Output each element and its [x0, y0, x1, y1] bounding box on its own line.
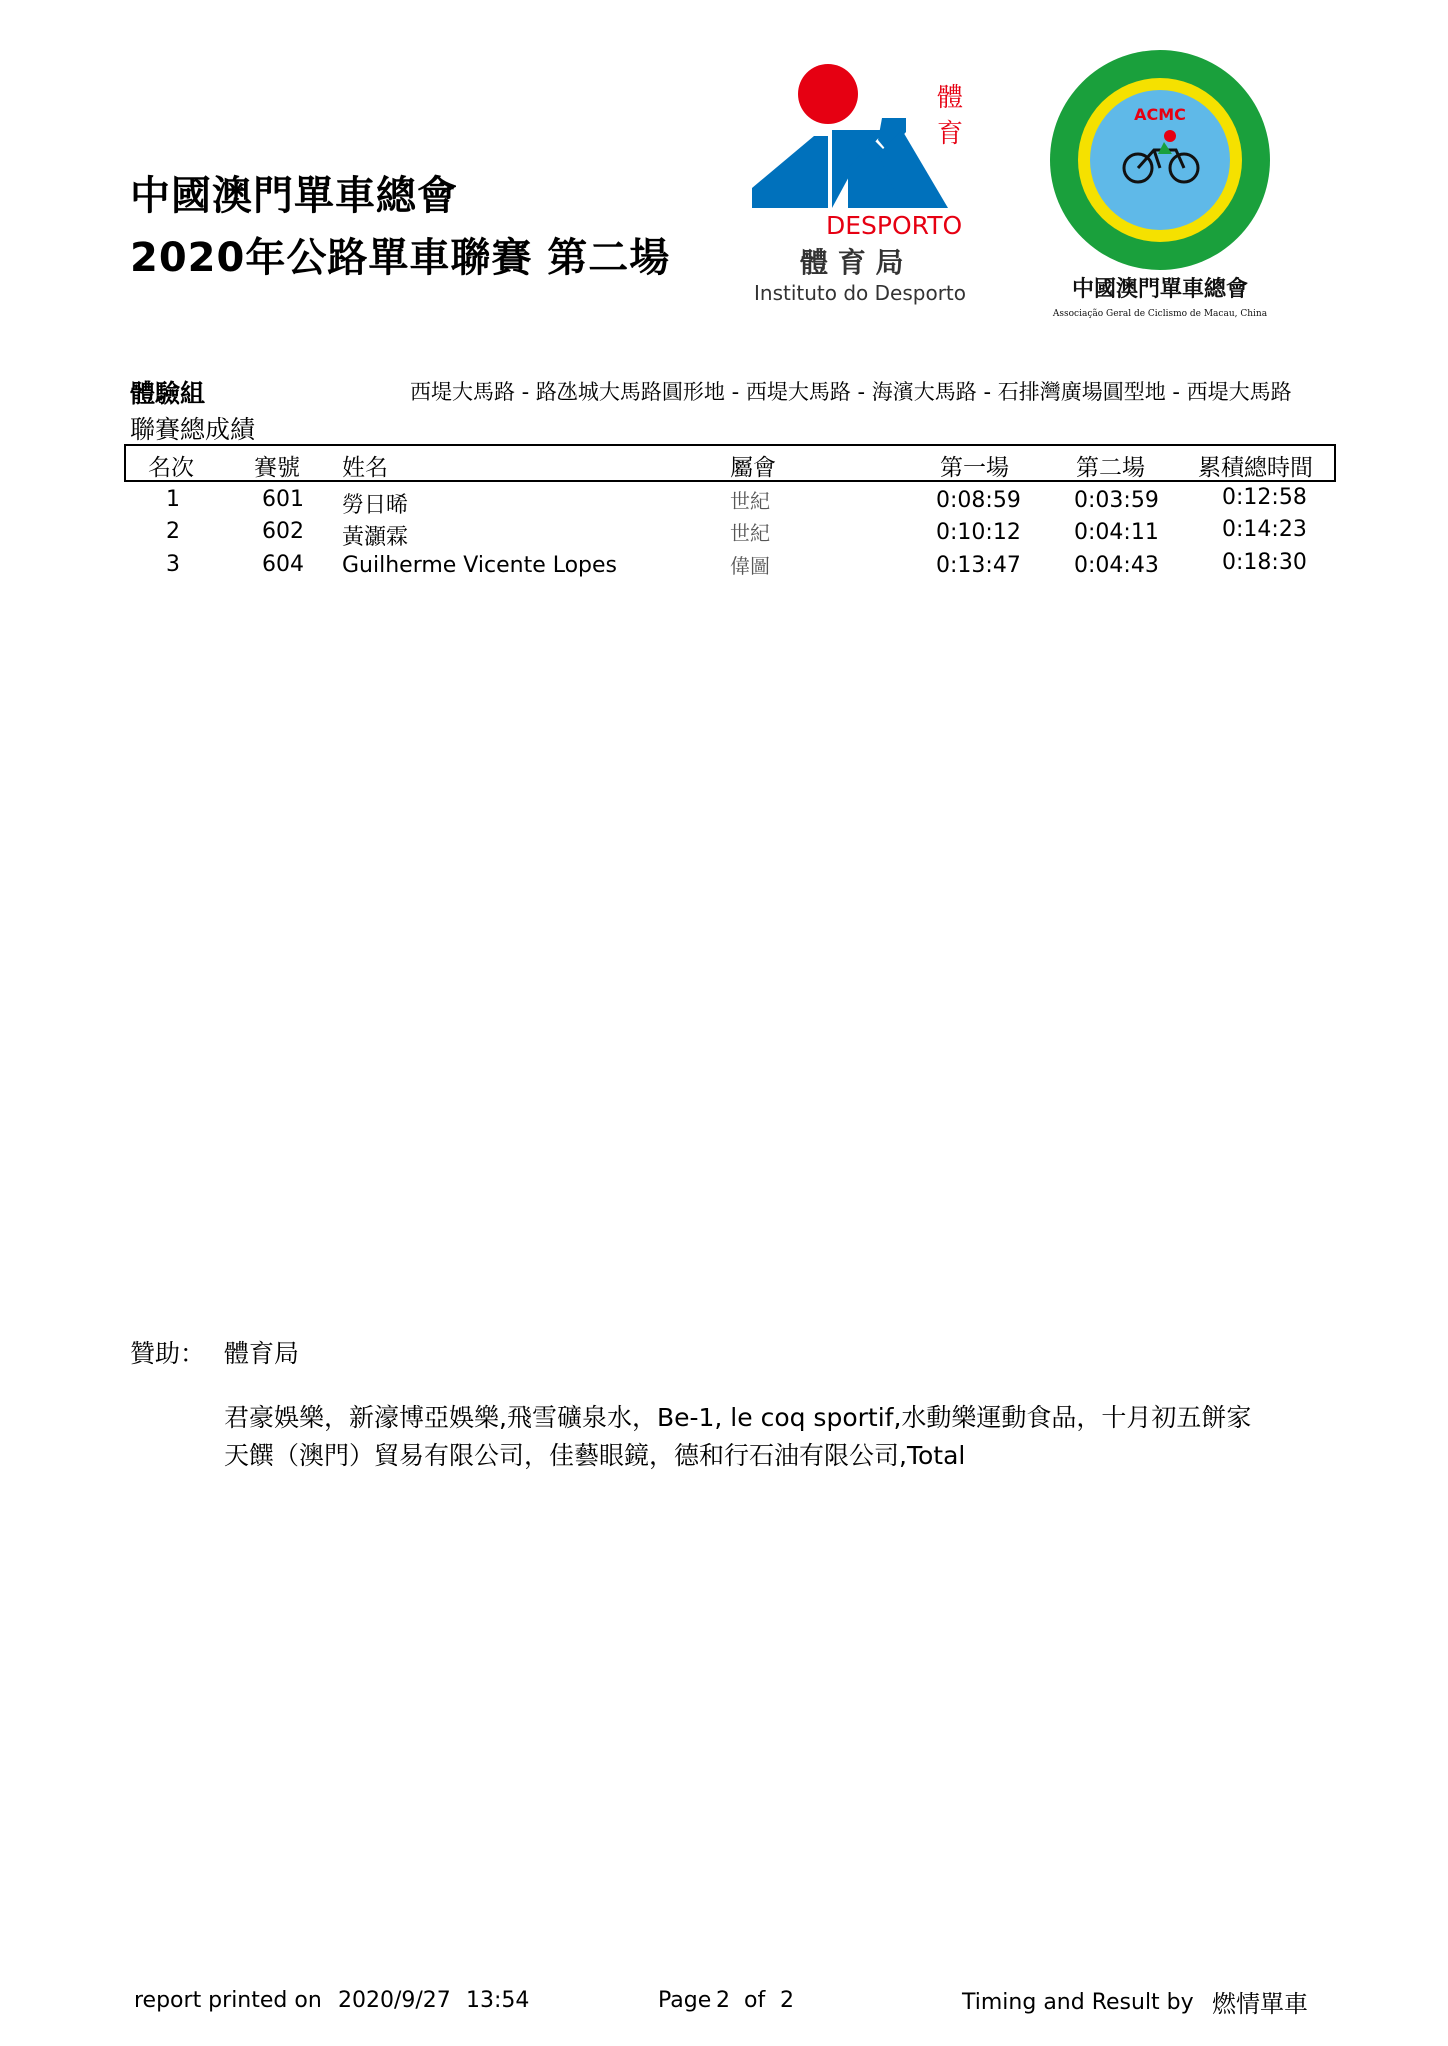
cell-race2: 0:04:43 — [1074, 553, 1159, 578]
cell-rank: 2 — [166, 519, 180, 544]
timing-provider: 燃情單車 — [1212, 1990, 1308, 2018]
cell-race1: 0:08:59 — [936, 488, 1021, 513]
page-total: 2 — [780, 1988, 794, 2013]
acmc-logo — [1040, 50, 1280, 322]
col-bib-header: 賽號 — [254, 455, 300, 481]
route-description: 西堤大馬路 - 路氹城大馬路圓形地 - 西堤大馬路 - 海濱大馬路 - 石排灣廣場圓型地 - 西堤大馬路 — [410, 380, 1292, 404]
cell-name: 黃灝霖 — [342, 525, 409, 550]
cell-race2: 0:03:59 — [1074, 488, 1159, 513]
col-club-header: 屬會 — [730, 455, 776, 481]
col-race2-header: 第二場 — [1076, 455, 1145, 481]
page-current: 2 — [716, 1988, 730, 2013]
printed-time: 13:54 — [466, 1988, 530, 2013]
col-total-header: 累積總時間 — [1198, 455, 1313, 481]
table-row — [0, 518, 1448, 548]
cell-name: Guilherme Vicente Lopes — [342, 553, 618, 578]
cell-rank: 3 — [166, 552, 180, 577]
desporto-vertical-2: 育 — [937, 119, 964, 149]
printed-date: 2020/9/27 — [338, 1988, 451, 2013]
col-race1-header: 第一場 — [940, 455, 1009, 481]
main-sponsor: 體育局 — [224, 1339, 300, 1368]
timing-label: Timing and Result by — [962, 1990, 1194, 2015]
cell-rank: 1 — [166, 487, 180, 512]
cell-club: 偉圖 — [730, 554, 770, 578]
cell-club: 世紀 — [730, 521, 770, 545]
cell-bib: 601 — [262, 487, 304, 512]
cell-race2: 0:04:11 — [1074, 520, 1159, 545]
desporto-pt-name: Instituto do Desporto — [754, 281, 966, 305]
acmc-cn-name: 中國澳門單車總會 — [1071, 276, 1249, 302]
org-title: 中國澳門單車總會 — [130, 173, 458, 219]
col-rank-header: 名次 — [148, 455, 194, 481]
desporto-wordmark: DESPORTO — [826, 211, 963, 240]
desporto-logo — [752, 56, 982, 308]
acmc-emblem — [1040, 50, 1280, 322]
cell-total: 0:12:58 — [1222, 485, 1307, 510]
page-of: of — [744, 1988, 766, 2013]
desporto-logo-mark — [752, 56, 982, 308]
cell-club: 世紀 — [730, 489, 770, 513]
group-label: 體驗組 — [130, 379, 206, 408]
desporto-vertical-1: 體 — [937, 83, 964, 113]
cell-total: 0:18:30 — [1222, 550, 1307, 575]
page-label: Page — [658, 1988, 712, 2013]
cell-name: 勞日晞 — [342, 493, 409, 518]
col-name-header: 姓名 — [342, 455, 388, 481]
acmc-pt-name: Associação Geral de Ciclismo de Macau, China — [1052, 309, 1268, 319]
table-row — [0, 551, 1448, 581]
results-subtitle: 聯賽總成績 — [130, 415, 256, 444]
cell-race1: 0:10:12 — [936, 520, 1021, 545]
table-row — [0, 486, 1448, 516]
event-title: 2020年公路單車聯賽 第二場 — [130, 235, 671, 281]
sponsor-list-line-2: 天饌（澳門）貿易有限公司，佳藝眼鏡，德和行石油有限公司,Total — [224, 1441, 966, 1470]
cell-race1: 0:13:47 — [936, 553, 1021, 578]
acmc-abbr: ACMC — [1134, 105, 1186, 124]
sponsor-label: 贊助： — [130, 1339, 206, 1368]
desporto-cn-name: 體 育 局 — [800, 246, 904, 279]
cell-bib: 604 — [262, 552, 304, 577]
cell-bib: 602 — [262, 519, 304, 544]
sponsor-list-line-1: 君豪娛樂，新濠博亞娛樂,飛雪礦泉水，Be-1, le coq sportif,水動樂運動食品，十月初五餅家 — [224, 1403, 1252, 1432]
printed-label: report printed on — [134, 1988, 322, 2013]
cell-total: 0:14:23 — [1222, 517, 1307, 542]
